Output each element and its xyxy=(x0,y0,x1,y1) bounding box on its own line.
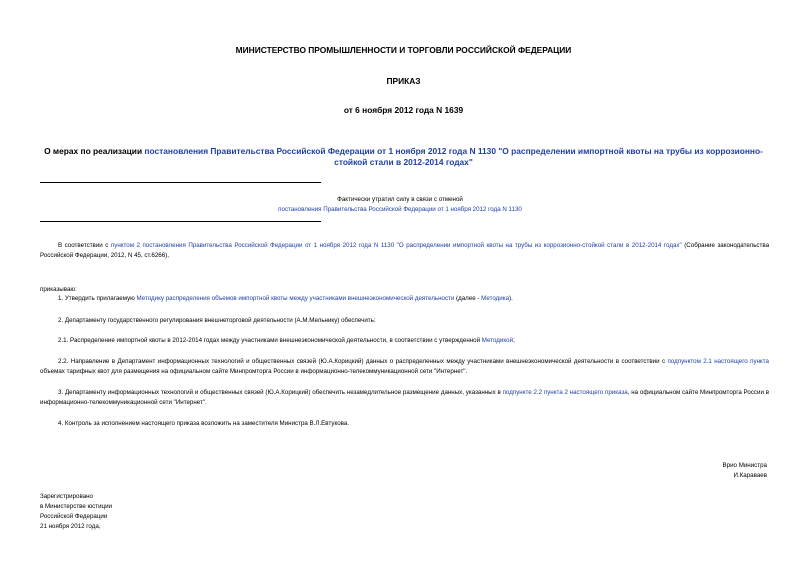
subparagraph-2-1-link[interactable]: подпунктом 2.1 настоящего пункта xyxy=(667,358,769,365)
divider-top xyxy=(40,182,321,183)
registration-line-3: Российской Федерации xyxy=(40,513,108,520)
preamble-text-after: (Собрание законодательства Российской Федерации, 2012, N 45, ст.6266), xyxy=(40,242,770,259)
preamble-decree-link[interactable]: пунктом 2 постановления Правительства Российской Федерации от 1 ноября 2012 года N 1130 "О распределении импортной квоты на трубы из коррозионно-стойкой стали в 2012-2014 годах" xyxy=(110,242,682,249)
item-2-1 xyxy=(40,336,769,346)
date-number-heading: от 6 ноября 2012 года N 1639 xyxy=(343,105,464,115)
status-note xyxy=(250,195,550,215)
item-2-1-text-after: ; xyxy=(513,337,515,344)
item-1-text-middle: (далее - xyxy=(454,295,482,302)
methodology-short-link[interactable]: Методика xyxy=(481,295,510,302)
preamble-paragraph xyxy=(40,241,769,260)
status-note-decree-link[interactable]: постановления Правительства Российской Федерации от 1 ноября 2012 года N 1130 xyxy=(278,206,522,213)
order-word: приказываю: xyxy=(40,286,77,293)
signature-block xyxy=(567,461,767,481)
signature-name: И.Караваев xyxy=(733,472,767,479)
item-1 xyxy=(40,294,769,304)
item-2-2-text-before: 2.2. Направление в Департамент информационных технологий и общественных связей (Ю.А.Корицкий) данных о распределенных между участниками внешнеэкономической деятельности в соответствии с xyxy=(58,358,668,365)
item-2-2 xyxy=(40,357,769,376)
methodology-link[interactable]: Методику распределения объемов импортной квоты между участниками внешнеэкономической деятельности xyxy=(136,295,455,302)
preamble-text-before: В соответствии с xyxy=(58,242,111,249)
item-2-2-text-after: объемах тарифных квот для размещения на официальном сайте Минпромторга России в информационно-телекоммуникационной сети "Интернет". xyxy=(40,367,468,375)
title-prefix: О мерах по реализации xyxy=(44,146,145,156)
item-2: 2. Департаменту государственного регулирования внешнеторговой деятельности (А.М.Мельнику) обеспечить: xyxy=(58,317,376,324)
registration-line-4: 21 ноября 2012 года, xyxy=(40,523,101,530)
divider-bottom xyxy=(40,221,321,222)
item-2-1-text-before: 2.1. Распределение импортной квоты в 2012-2014 годах между участниками внешнеэкономической деятельности, в соответствии с утвержденной xyxy=(58,337,482,344)
item-3-text-after: , на официальном сайте Минпромторга России в информационно-телекоммуникационной сети "Интернет". xyxy=(40,389,770,406)
signature-position: Врио Министра xyxy=(722,462,767,469)
status-note-text: Фактически утратил силу в связи с отменой xyxy=(337,196,463,203)
doc-type-heading: ПРИКАЗ xyxy=(386,76,421,86)
item-1-text-before: 1. Утвердить прилагаемую xyxy=(58,295,137,302)
item-3-text-before: 3. Департаменту информационных технологий и общественных связей (Ю.А.Корицкий) обеспечить незамедлительное размещение данных, указанных в xyxy=(58,389,503,396)
registration-line-1: Зарегистрировано xyxy=(40,493,93,500)
ministry-heading: МИНИСТЕРСТВО ПРОМЫШЛЕННОСТИ И ТОРГОВЛИ РОССИЙСКОЙ ФЕДЕРАЦИИ xyxy=(235,45,572,55)
item-1-text-after: ). xyxy=(509,295,513,302)
methodology-instrumental-link[interactable]: Методикой xyxy=(481,337,514,344)
title-decree-link[interactable]: постановления Правительства Российской Федерации от 1 ноября 2012 года N 1130 "О распределении импортной квоты на трубы из коррозионно-стойкой стали в 2012-2014 годах" xyxy=(144,146,763,167)
registration-line-2: в Министерстве юстиции xyxy=(40,503,113,510)
subparagraph-2-2-link[interactable]: подпункте 2.2 пункта 2 настоящего приказа xyxy=(502,389,628,396)
registration-block xyxy=(40,492,240,532)
item-4: 4. Контроль за исполнением настоящего приказа возложить на заместителя Министра В.Л.Евтукова. xyxy=(58,420,350,427)
document-title xyxy=(40,146,767,168)
item-3 xyxy=(40,388,769,407)
